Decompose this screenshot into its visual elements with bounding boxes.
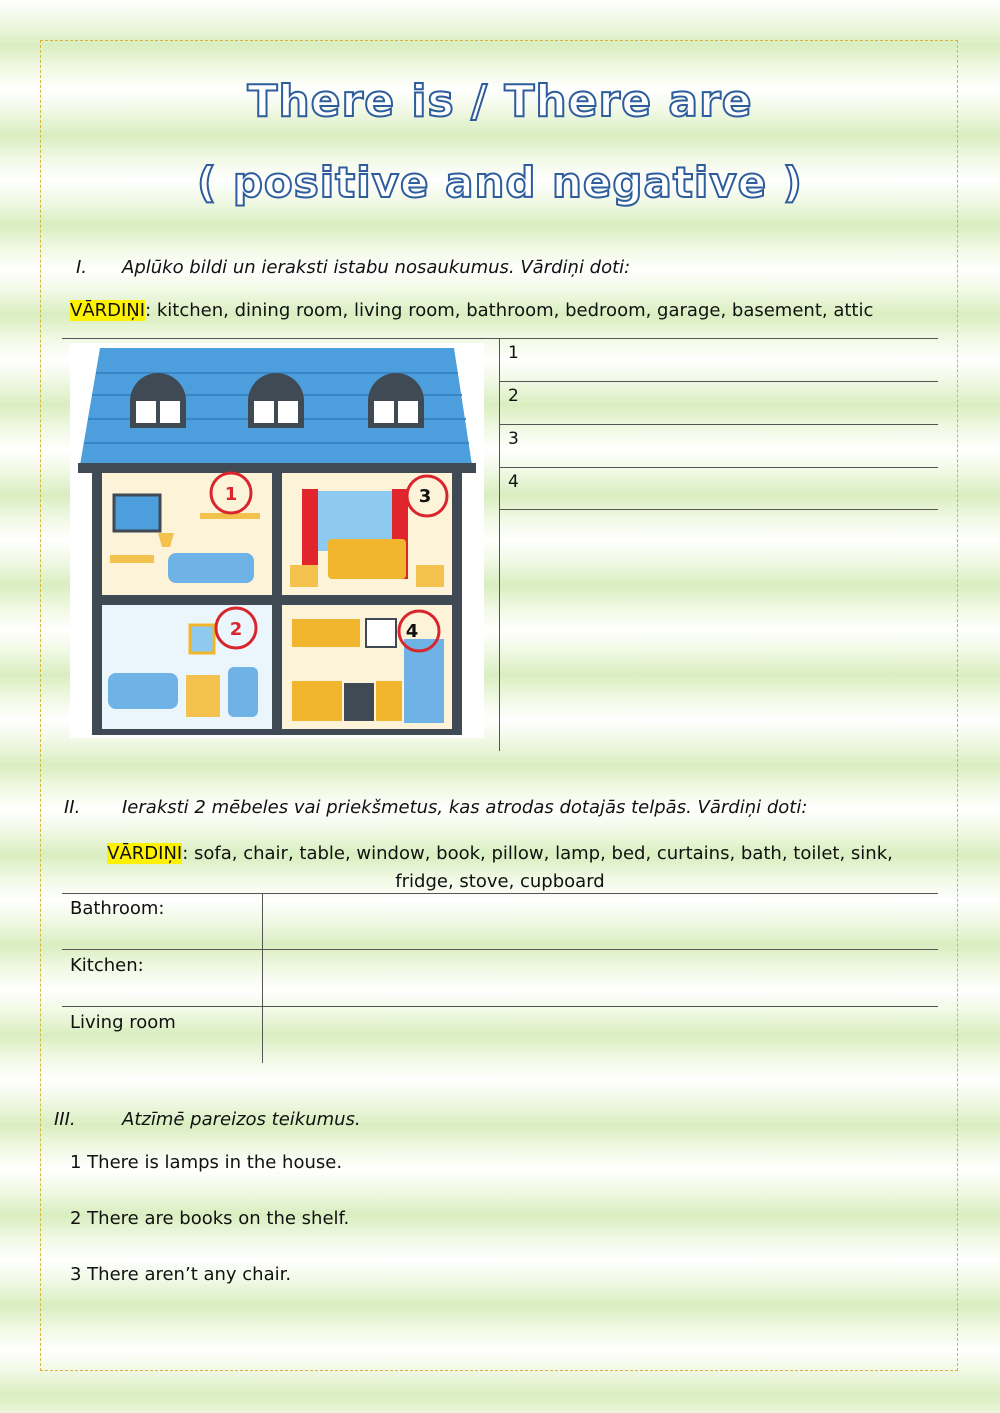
section-2-vocab xyxy=(60,840,940,896)
answer-line xyxy=(499,424,938,425)
row-label-living-room: Living room xyxy=(70,1012,176,1033)
worksheet-subtitle: ( positive and negative ) xyxy=(197,158,803,207)
lower-cabinets xyxy=(292,681,342,721)
answer-number-4: 4 xyxy=(508,472,519,492)
stove xyxy=(344,683,374,721)
picture-frame xyxy=(114,495,160,531)
section-2-instruction: Ieraksti 2 mēbeles vai priekšmetus, kas atrodas dotajās telpās. Vārdiņi doti: xyxy=(122,797,808,818)
worksheet-title: There is / There are xyxy=(247,76,753,127)
answer-line xyxy=(499,467,938,468)
spice-shelf xyxy=(366,619,396,647)
room-marker-4: 4 xyxy=(405,621,419,642)
side-table xyxy=(110,555,154,563)
answer-number-2: 2 xyxy=(508,386,519,406)
section-2-heading xyxy=(64,797,807,818)
section-1-vocab-words: : kitchen, dining room, living room, bathroom, bedroom, garage, basement, attic xyxy=(145,300,874,321)
section-2-number: II. xyxy=(64,797,81,818)
sink-cabinet xyxy=(186,675,220,717)
row-label-kitchen: Kitchen: xyxy=(70,955,144,976)
bathtub xyxy=(108,673,178,709)
section-2-row-line xyxy=(62,949,938,950)
section-3-number: III. xyxy=(54,1109,76,1130)
upper-cabinets xyxy=(292,619,360,647)
sentence-1: 1 There is lamps in the house. xyxy=(70,1152,343,1173)
mirror xyxy=(190,625,214,653)
section-1-table-top xyxy=(62,338,938,339)
sentence-2: 2 There are books on the shelf. xyxy=(70,1208,350,1229)
roof-eave xyxy=(78,463,476,473)
section-3-instruction: Atzīmē pareizos teikumus. xyxy=(122,1109,361,1130)
answer-line xyxy=(499,381,938,382)
section-2-table-top xyxy=(62,893,938,894)
answer-number-1: 1 xyxy=(508,343,519,363)
house-illustration xyxy=(70,343,484,738)
section-2-vocab-label: VĀRDIŅI xyxy=(107,843,183,864)
section-2-vocab-words-line2: fridge, stove, cupboard xyxy=(395,871,605,892)
section-2-vocab-words-line1: : sofa, chair, table, window, book, pillow, lamp, bed, curtains, bath, toilet, sink, xyxy=(182,843,893,864)
section-2-divider xyxy=(262,893,263,1063)
nightstand-right xyxy=(416,565,444,587)
room-marker-1: 1 xyxy=(224,484,238,505)
row-label-bathroom: Bathroom: xyxy=(70,898,165,919)
sofa xyxy=(168,553,254,583)
side-cabinet xyxy=(376,681,402,721)
section-1-heading xyxy=(76,257,630,278)
toilet xyxy=(228,667,258,717)
sentence-3: 3 There aren’t any chair. xyxy=(70,1264,292,1285)
section-1-number: I. xyxy=(76,257,88,278)
section-1-instruction: Aplūko bildi un ieraksti istabu nosaukumus. Vārdiņi doti: xyxy=(122,257,631,278)
section-1-divider xyxy=(499,338,500,751)
room-marker-2: 2 xyxy=(229,619,243,640)
section-2-row-line xyxy=(62,1006,938,1007)
answer-number-3: 3 xyxy=(508,429,519,449)
section-1-vocab-label: VĀRDIŅI xyxy=(70,300,146,321)
bed xyxy=(328,539,406,579)
section-3-heading xyxy=(54,1109,361,1130)
section-1-vocab xyxy=(70,300,873,321)
nightstand-left xyxy=(290,565,318,587)
room-marker-3: 3 xyxy=(418,486,432,507)
answer-line xyxy=(499,509,938,510)
